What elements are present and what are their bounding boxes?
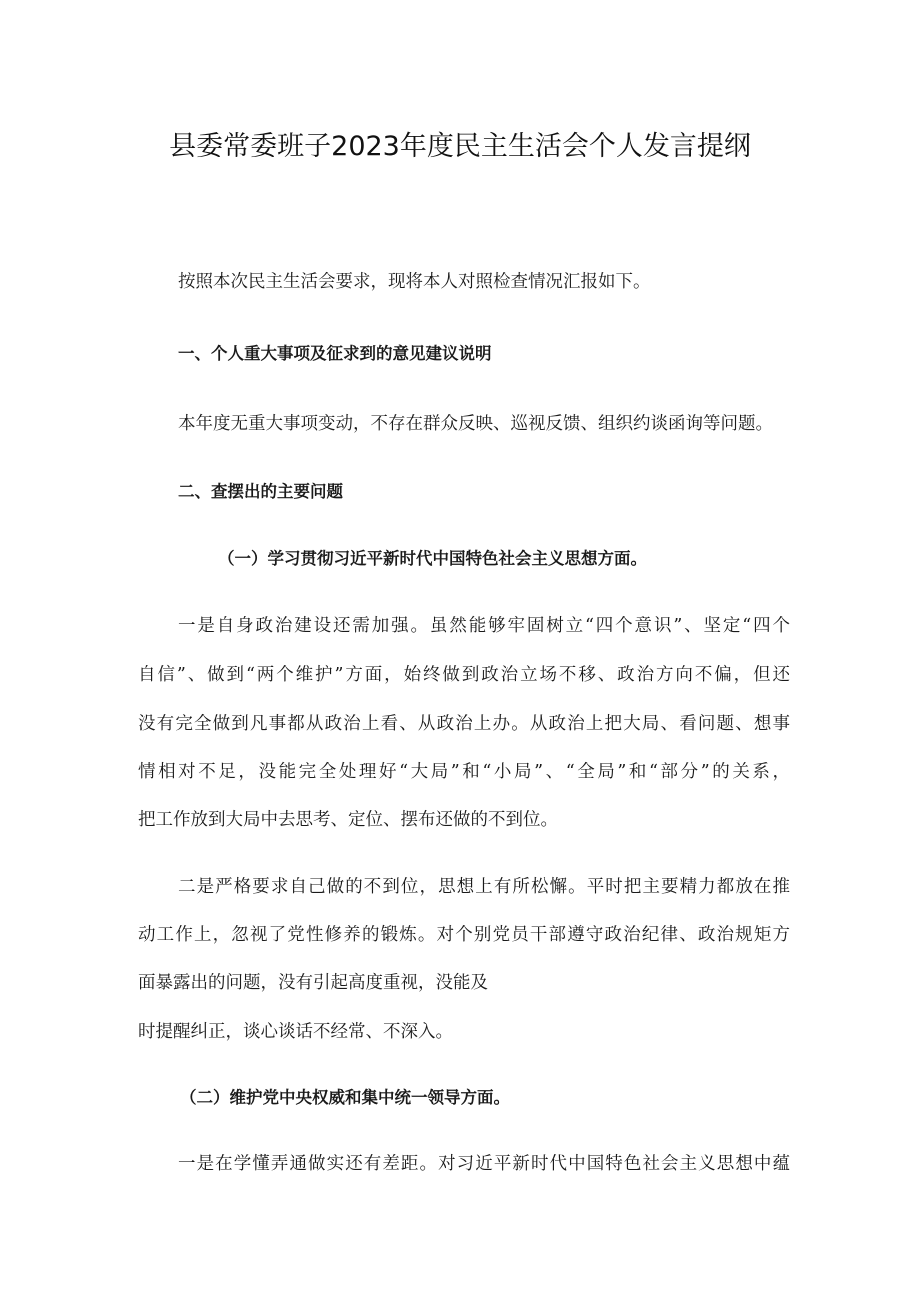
paragraph-line: 把工作放到大局中去思考、定位、摆布还做的不到位。 (138, 810, 558, 830)
section-1-paragraph: 本年度无重大事项变动，不存在群众反映、巡视反馈、组织约谈函询等问题。 (178, 414, 773, 434)
document-title: 县委常委班子2023年度民主生活会个人发言提纲 (169, 131, 751, 162)
paragraph-line: 时提醒纠正，谈心谈话不经常、不深入。 (138, 1022, 453, 1042)
section-heading-2: 二、查摆出的主要问题 (178, 482, 343, 501)
paragraph-line: 自信”、做到“两个维护”方面，始终做到政治立场不移、政治方向不偏，但还 (138, 665, 790, 685)
paragraph-line: 二是严格要求自己做的不到位，思想上有所松懈。平时把主要精力都放在推 (178, 877, 790, 897)
subsection-heading-1: （一）学习贯彻习近平新时代中国特色社会主义思想方面。 (218, 549, 647, 568)
paragraph-line: 一是在学懂弄通做实还有差距。对习近平新时代中国特色社会主义思想中蕴 (178, 1154, 790, 1174)
paragraph-line: 没有完全做到凡事都从政治上看、从政治上办。从政治上把大局、看问题、想事 (138, 714, 790, 734)
section-heading-1: 一、个人重大事项及征求到的意见建议说明 (178, 344, 492, 363)
paragraph-line: 面暴露出的问题，没有引起高度重视，没能及 (138, 973, 488, 993)
intro-paragraph: 按照本次民主生活会要求，现将本人对照检查情况汇报如下。 (178, 272, 651, 292)
paragraph-line: 动工作上，忽视了党性修养的锻炼。对个别党员干部遵守政治纪律、政治规矩方 (138, 925, 790, 945)
paragraph-line: 一是自身政治建设还需加强。虽然能够牢固树立“四个意识”、坚定“四个 (178, 616, 790, 636)
subsection-heading-2: （二）维护党中央权威和集中统一领导方面。 (180, 1088, 510, 1107)
paragraph-line: 情相对不足，没能完全处理好“大局”和“小局”、“全局”和“部分”的关系， (138, 762, 790, 782)
